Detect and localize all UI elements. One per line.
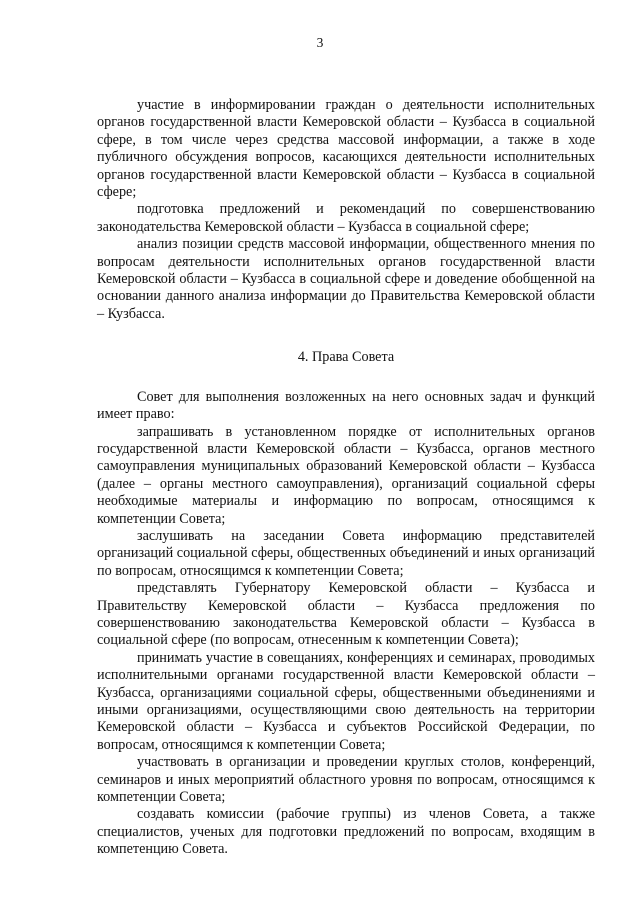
- paragraph: подготовка предложений и рекомендаций по совершенствованию законодательства Кемеровской области – Кузбасса в социальной сфере;: [97, 201, 595, 235]
- paragraph: Совет для выполнения возложенных на него основных задач и функций имеет право:: [97, 388, 595, 423]
- paragraph: заслушивать на заседании Совета информацию представителей организаций социальной сферы, общественных объединений и иных организаций по вопросам, относящимся к компетенции Совета;: [97, 527, 595, 579]
- paragraph: представлять Губернатору Кемеровской области – Кузбасса и Правительству Кемеровской области – Кузбасса предложения по совершенствованию законодательства Кемеровской области – Кузбасса в социальной сфере (по вопросам, отнесенным к компетенции Совета);: [97, 580, 595, 649]
- paragraph: участие в информировании граждан о деятельности исполнительных органов государственной власти Кемеровской области – Кузбасса в социальной сфере, в том числе через средства массовой информации, а также в ходе публичного обсуждения вопросов, касающихся деятельности исполнительных органов государственной власти Кемеровской области – Кузбасса в социальной сфере;: [97, 97, 595, 201]
- paragraph: участвовать в организации и проведении круглых столов, конференций, семинаров и иных мероприятий областного уровня по вопросам, относящимся к компетенции Совета;: [97, 754, 595, 806]
- paragraph: создавать комиссии (рабочие группы) из членов Совета, а также специалистов, ученых для подготовки предложений по вопросам, входящим в компетенцию Совета.: [97, 806, 595, 858]
- section-heading: 4. Права Совета: [297, 349, 395, 366]
- document-body: [97, 97, 595, 859]
- paragraph: принимать участие в совещаниях, конференциях и семинарах, проводимых исполнительными органами государственной власти Кемеровской области – Кузбасса, организациями социальной сферы, общественными объединениями и иными организациями, осуществляющими свою деятельность на территории Кемеровской области – Кузбасса и субъектов Российской Федерации, по вопросам, относящимся к компетенции Совета;: [97, 649, 595, 753]
- paragraph: анализ позиции средств массовой информации, общественного мнения по вопросам деятельности исполнительных органов государственной власти Кемеровской области – Кузбасса в социальной сфере и доведение обобщенной на основании данного анализа информации до Правительства Кемеровской области – Кузбасса.: [97, 236, 595, 322]
- paragraph: запрашивать в установленном порядке от исполнительных органов государственной власти Кемеровской области – Кузбасса, органов местного самоуправления муниципальных образований Кемеровской области – Кузбасса (далее – органы местного самоуправления), организаций социальной сферы необходимые материалы и информацию по вопросам, относящимся к компетенции Совета;: [97, 423, 595, 527]
- page-number: 3: [316, 35, 324, 50]
